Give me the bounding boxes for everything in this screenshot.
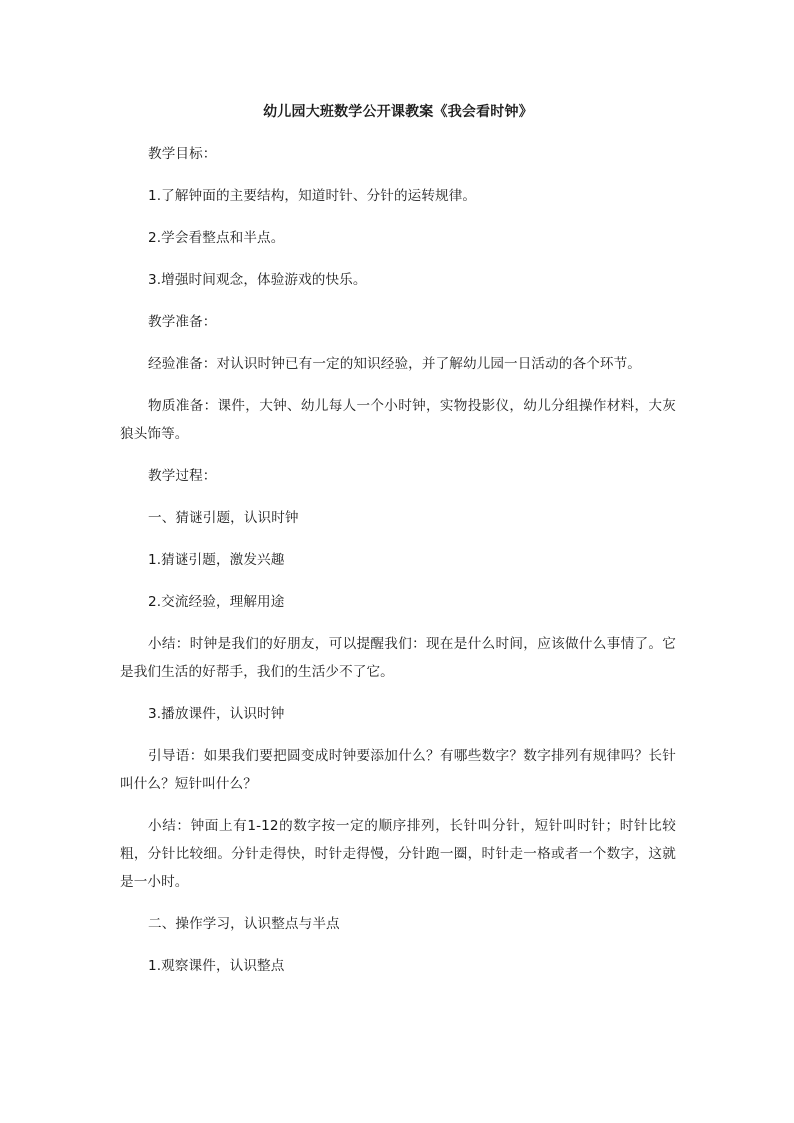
- guiding-questions: 引导语：如果我们要把圆变成时钟要添加什么？有哪些数字？数字排列有规律吗？长针叫什么？短针叫什么？: [120, 748, 676, 792]
- step-1-3: 3.播放课件，认识时钟: [148, 706, 285, 722]
- step-1-2: 2.交流经验，理解用途: [148, 594, 285, 610]
- heading-teaching-preparation: 教学准备：: [148, 314, 217, 330]
- section-one-heading: 一、猜谜引题，认识时钟: [148, 510, 299, 526]
- document-body: [120, 98, 676, 980]
- goal-item-3: 3.增强时间观念，体验游戏的快乐。: [148, 272, 367, 288]
- step-2-1: 1.观察课件，认识整点: [148, 958, 285, 974]
- document-title: 幼儿园大班数学公开课教案《我会看时钟》: [263, 104, 533, 120]
- summary-1: 小结：时钟是我们的好朋友，可以提醒我们：现在是什么时间，应该做什么事情了。它是我们生活的好帮手，我们的生活少不了它。: [120, 636, 676, 680]
- step-1-1: 1.猜谜引题，激发兴趣: [148, 552, 285, 568]
- material-preparation: 物质准备：课件，大钟、幼儿每人一个小时钟，实物投影仪，幼儿分组操作材料，大灰狼头饰等。: [120, 398, 676, 442]
- section-two-heading: 二、操作学习，认识整点与半点: [148, 916, 340, 932]
- goal-item-1: 1.了解钟面的主要结构，知道时针、分针的运转规律。: [148, 188, 477, 204]
- experience-preparation: 经验准备：对认识时钟已有一定的知识经验，并了解幼儿园一日活动的各个环节。: [148, 356, 641, 372]
- heading-teaching-process: 教学过程：: [148, 468, 217, 484]
- summary-2: 小结：钟面上有1-12的数字按一定的顺序排列，长针叫分针，短针叫时针；时针比较粗，分针比较细。分针走得快，时针走得慢，分针跑一圈，时针走一格或者一个数字，这就是一小时。: [120, 818, 676, 890]
- goal-item-2: 2.学会看整点和半点。: [148, 230, 285, 246]
- heading-teaching-goals: 教学目标：: [148, 146, 217, 162]
